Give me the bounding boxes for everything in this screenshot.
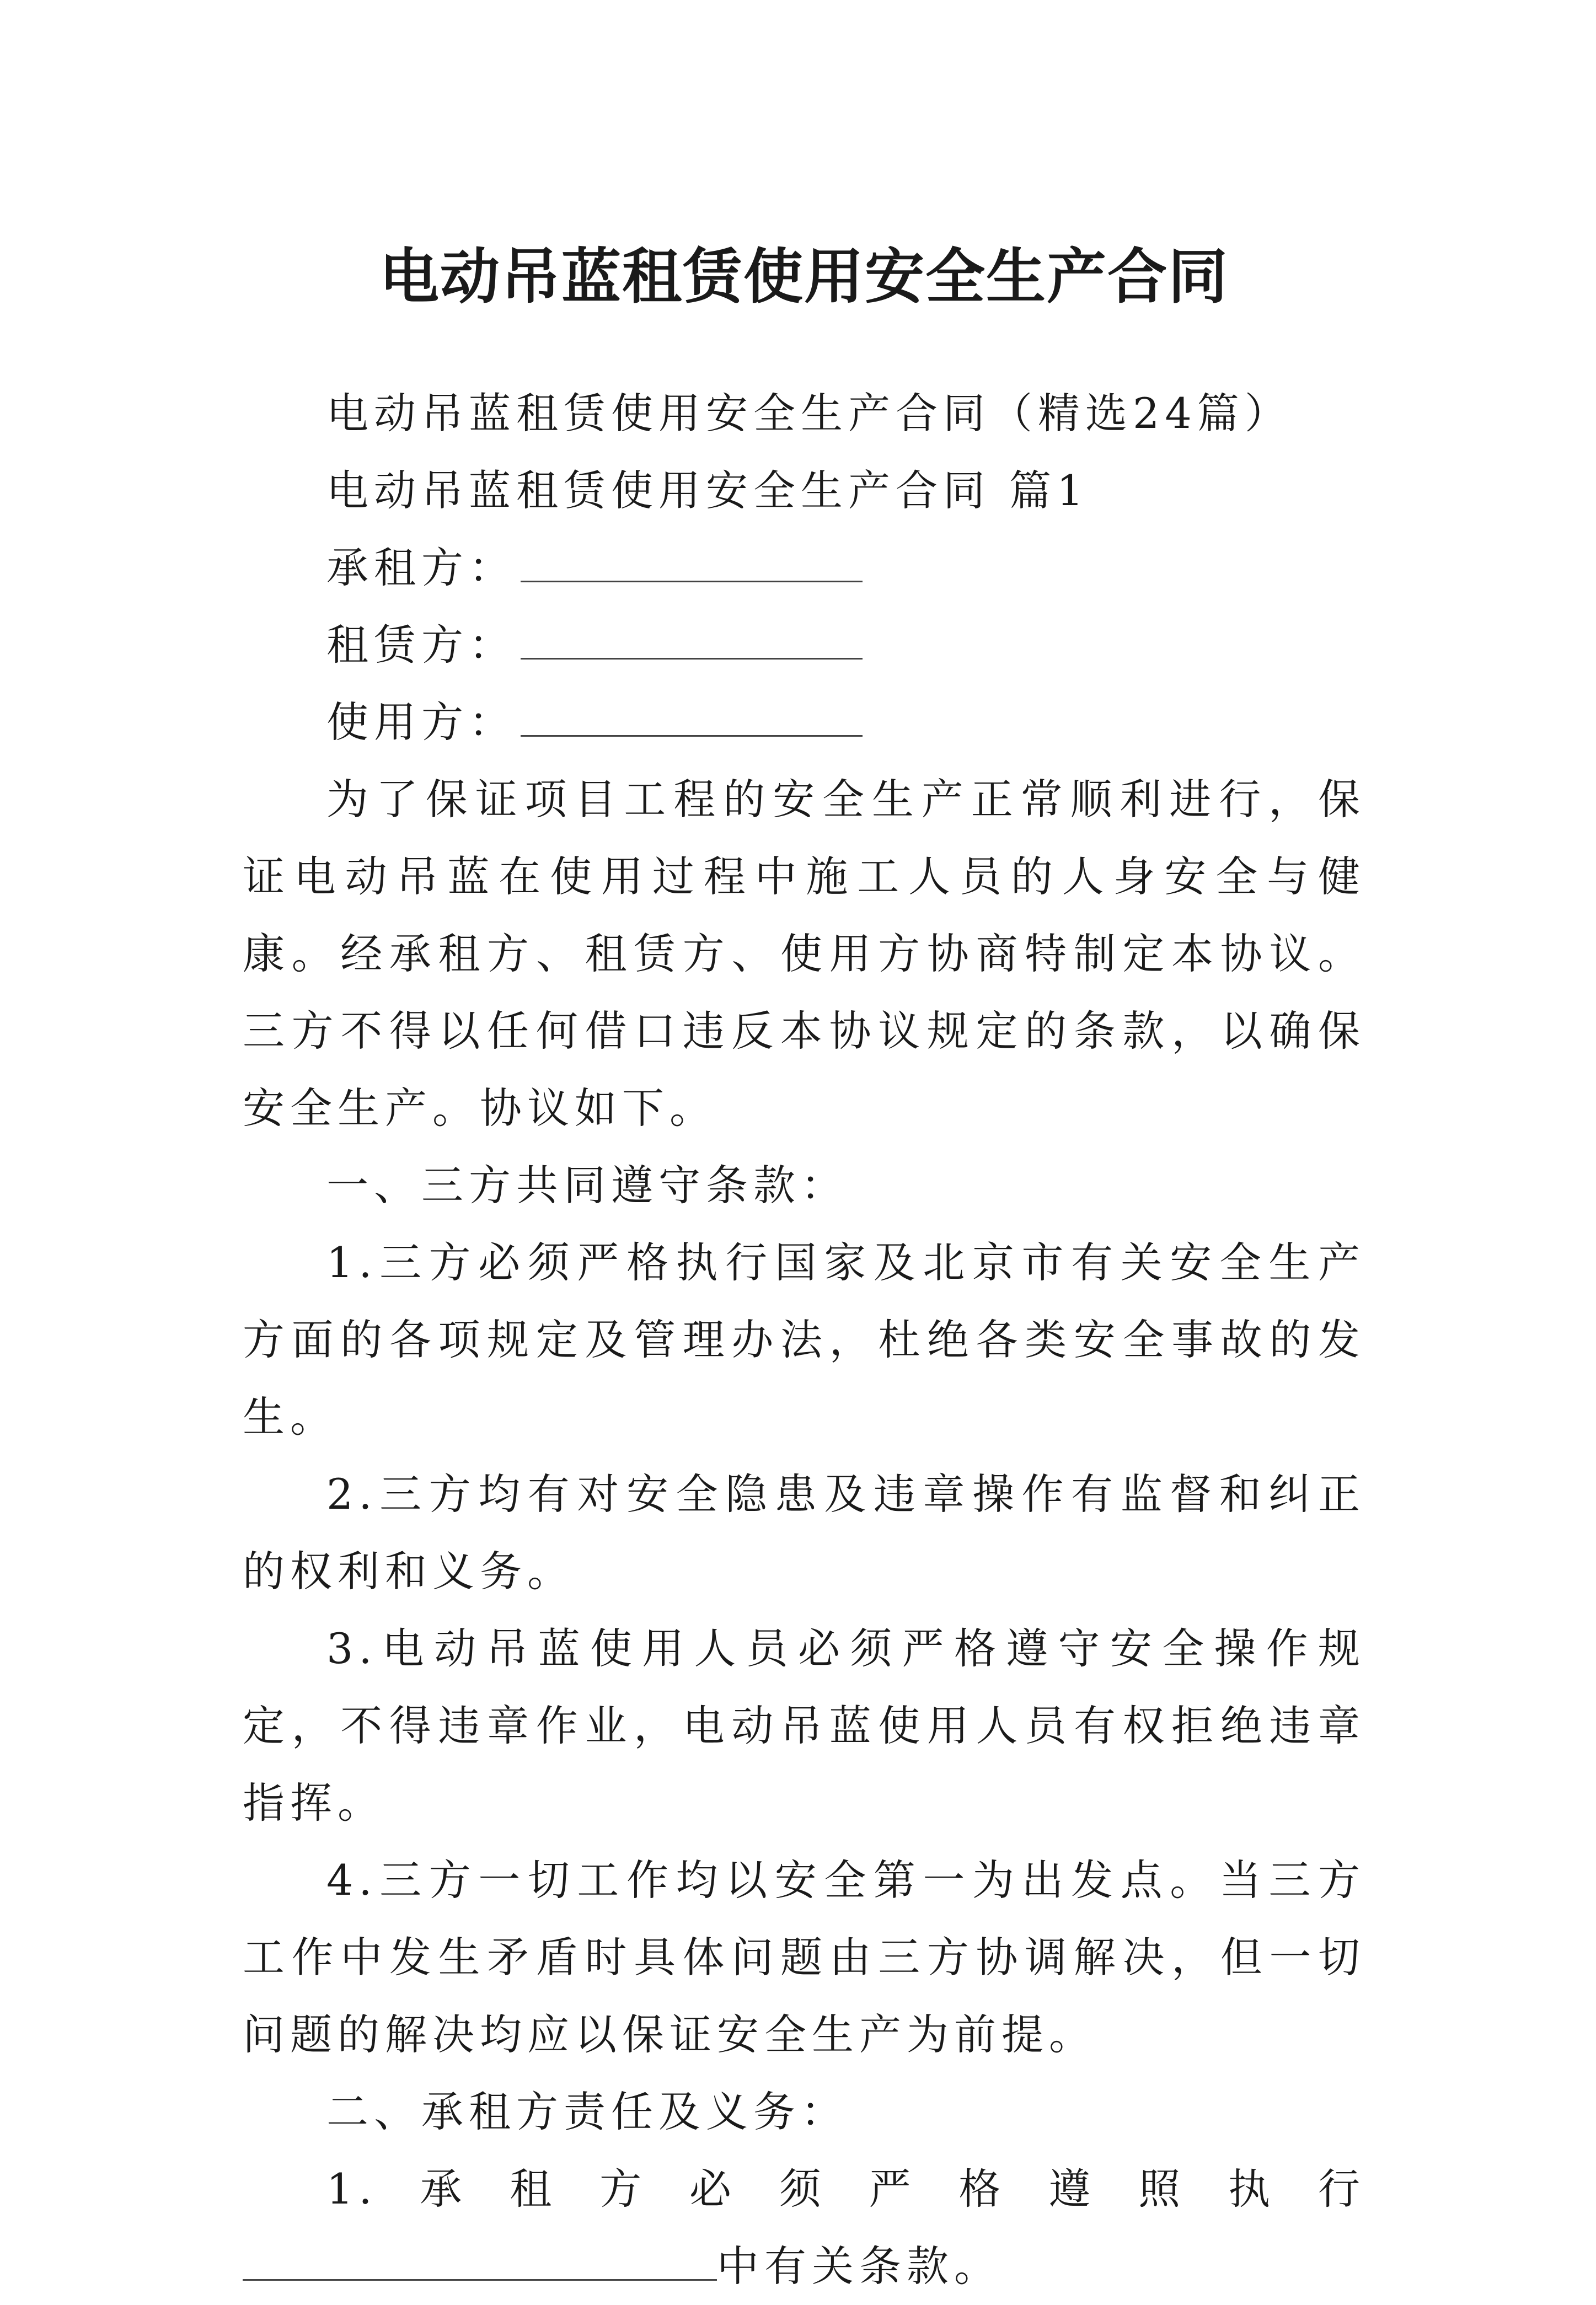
party-user-label: 使用方： bbox=[326, 698, 516, 747]
part1-item-1: 1.三方必须严格执行国家及北京市有关安全生产方面的各项规定及管理办法，杜绝各类安全事故的发生。 bbox=[243, 1238, 1365, 1441]
party-lessor-label: 租赁方： bbox=[326, 620, 516, 669]
part2-item-1-text: 1.承租方必须严格遵照执行 bbox=[326, 2164, 1365, 2213]
part1-item-4: 4.三方一切工作均以安全第一为出发点。当三方工作中发生矛盾时具体问题由三方协调解决，但一切问题的解决均应以保证安全生产为前提。 bbox=[243, 1856, 1365, 2059]
party-lessee bbox=[243, 529, 1365, 607]
part2-item-1 bbox=[243, 2151, 1365, 2305]
part2-heading: 二、承租方责任及义务： bbox=[326, 2087, 848, 2136]
document-title: 电动吊蓝租赁使用安全生产合同 bbox=[379, 242, 1229, 312]
part1-item-3: 3.电动吊蓝使用人员必须严格遵守安全操作规定，不得违章作业，电动吊蓝使用人员有权拒绝违章指挥。 bbox=[243, 1624, 1365, 1827]
subtitle: 电动吊蓝租赁使用安全生产合同（精选24篇） bbox=[326, 389, 1292, 438]
party-lessor bbox=[243, 607, 1365, 684]
party-lessee-blank bbox=[521, 532, 863, 582]
section-heading: 电动吊蓝租赁使用安全生产合同 篇1 bbox=[326, 466, 1089, 515]
part1-item-2: 2.三方均有对安全隐患及违章操作有监督和纠正的权利和义务。 bbox=[243, 1470, 1365, 1596]
intro-paragraph: 为了保证项目工程的安全生产正常顺利进行，保证电动吊蓝在使用过程中施工人员的人身安全与健康。经承租方、租赁方、使用方协商特制定本协议。三方不得以任何借口违反本协议规定的条款，以确保安全生产。协议如下。 bbox=[243, 775, 1365, 1133]
part2-item-1-tail: 中有关条款。 bbox=[717, 2242, 1001, 2291]
party-user-blank bbox=[521, 687, 863, 737]
part1-heading: 一、三方共同遵守条款： bbox=[326, 1161, 848, 1210]
party-lessee-label: 承租方： bbox=[326, 543, 516, 592]
part2-item-1-blank bbox=[243, 2231, 717, 2281]
party-lessor-blank bbox=[521, 609, 863, 660]
document-body bbox=[243, 375, 1365, 2305]
party-user bbox=[243, 684, 1365, 761]
